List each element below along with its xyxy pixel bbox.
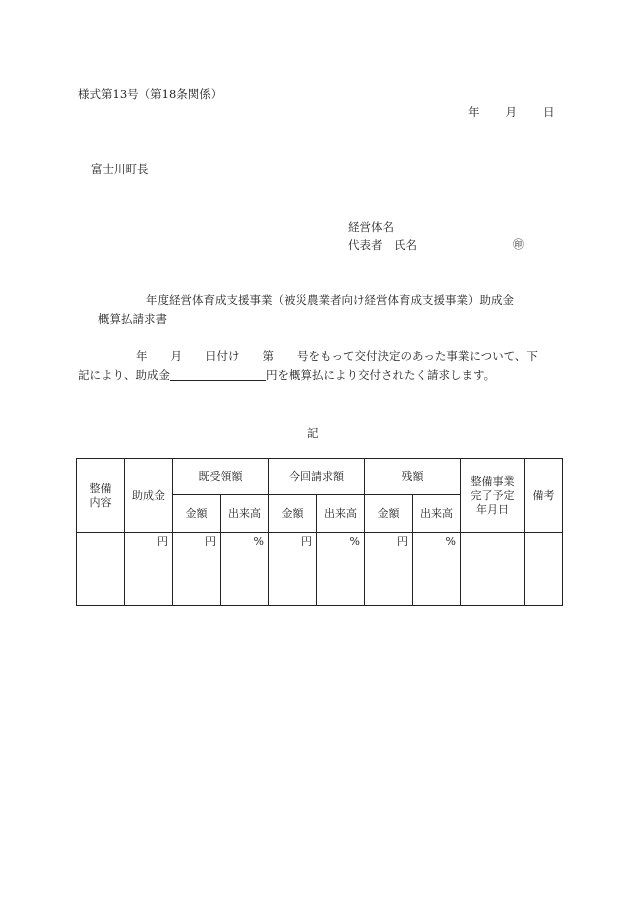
cell-received-amount-unit: 円 [173,533,221,606]
header-subsidy: 助成金 [125,459,173,533]
cell-remaining-amount-unit: 円 [365,533,413,606]
subsidy-amount-blank [170,368,266,381]
document-title: 年度経営体育成支援事業（被災農業者向け経営体育成支援事業）助成金 [146,293,514,307]
cell-item [77,533,125,606]
subheader-amount: 金額 [269,495,317,533]
subheader-amount: 金額 [365,495,413,533]
subheader-progress: 出来高 [221,495,269,533]
cell-completion-date [461,533,525,606]
org-name-label: 経営体名 [348,220,394,234]
body-text-2b: 円を概算払により交付されたく請求します。 [266,368,496,382]
addressee: 富士川町長 [91,162,149,176]
body-text-2a: 記により、助成金 [78,368,170,382]
cell-subsidy-unit: 円 [125,533,173,606]
body-text-line2 [78,367,495,383]
request-table [76,458,563,606]
representative-label: 代表者 氏名 [348,238,417,252]
header-item: 整備 内容 [77,459,125,533]
header-remaining: 残額 [365,459,461,495]
date-line [468,104,555,120]
document-subtitle: 概算払請求書 [98,312,167,326]
seal-mark: ㊞ [513,238,524,251]
header-remarks: 備考 [525,459,563,533]
header-completion-date: 整備事業 完了予定 年月日 [461,459,525,533]
cell-current-amount-unit: 円 [269,533,317,606]
applicant-block [348,218,417,254]
cell-current-progress-unit: % [317,533,365,606]
body-text-line1: 年 月 日付け 第 号をもって交付決定のあった事業について、下 [136,349,538,363]
subheader-progress: 出来高 [317,495,365,533]
subheader-progress: 出来高 [413,495,461,533]
subheader-amount: 金額 [173,495,221,533]
table-row [77,533,563,606]
ki-heading: 記 [307,426,319,440]
cell-remarks [525,533,563,606]
date-day: 日 [543,105,555,119]
form-number: 様式第13号（第18条関係） [78,87,223,101]
date-month: 月 [505,105,517,119]
cell-remaining-progress-unit: % [413,533,461,606]
date-year: 年 [468,105,480,119]
cell-received-progress-unit: % [221,533,269,606]
header-received: 既受領額 [173,459,269,495]
header-current: 今回請求額 [269,459,365,495]
